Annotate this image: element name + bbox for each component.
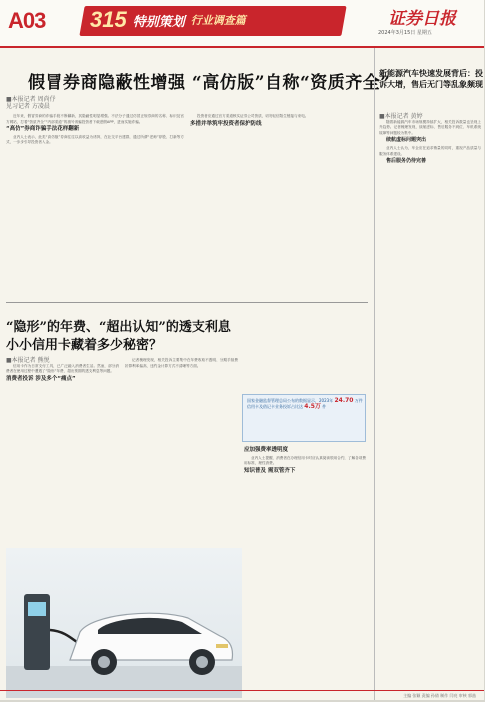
info-line-2-suffix: 件: [322, 404, 327, 409]
second-column: [244, 448, 366, 688]
info-line-1-value: 24.70: [334, 397, 354, 404]
right-headline: 新能源汽车快速发展背后：投诉大增，售后无门等乱象频现: [379, 68, 483, 89]
second-paragraph: 信用卡作为日常支付工具，已广泛融入消费者生活。然而，部分消费者在使用过程中遭遇了“隐形”年费、超出预期的透支利息等问题。: [6, 363, 119, 374]
data-infobox: [242, 394, 366, 442]
second-column: [6, 358, 119, 544]
ribbon-title: 特别策划: [132, 13, 185, 29]
second-paragraph: 业内人士提醒，消费者在办理信用卡时应认真阅读领用合约，了解各项费用标准，理性消费。: [244, 455, 366, 466]
lead-column: [190, 114, 368, 298]
paper-date: 2024年3月15日 星期五: [378, 30, 432, 36]
lead-paragraph: 业内人士表示，此类“高仿版”券商往往以高收益为诱饵，在社交平台建群，通过所谓“老师”荐股、打新等方式，一步步引导投资者入金。: [6, 134, 184, 145]
right-column: [374, 48, 485, 700]
lead-headline: 假冒券商隐蔽性增强 “高仿版”自称“资质齐全”: [28, 73, 391, 93]
right-kicker: ■本报记者 黄婷: [379, 113, 423, 120]
right-body: [379, 114, 481, 694]
lead-subhead: 多措并举筑牢投资者保护防线: [190, 120, 262, 127]
ribbon-subtitle: 行业调查篇: [190, 15, 246, 27]
right-paragraph: 业内人士认为，车企应在追求销量的同时，重视产品质量与服务体系建设。: [379, 145, 481, 156]
lead-kicker-2: 见习记者 方凌晨: [6, 103, 50, 110]
section-ribbon-text: [90, 8, 340, 32]
second-column: [125, 358, 238, 544]
right-paragraph: 随着新能源汽车市场规模持续扩大，相关投诉数量也呈现上升趋势。记者梳理发现，续航虚标、售后服务不到位、车机系统故障等问题较为集中。: [379, 119, 481, 135]
ribbon-number: 315: [90, 7, 127, 32]
ev-illustration: [6, 548, 242, 698]
lead-body: [6, 114, 368, 298]
second-paragraph: 记者梳理发现，相关投诉主要集中在年费收取不透明、分期手续费折算利率偏高、违约金计算方式不清晰等方面。: [125, 358, 238, 368]
page-footer: 主编 张颖 责编 孙倩 制作 闫亮 审核 郭喆: [0, 690, 484, 700]
second-kicker: ■本报记者 熊悦: [6, 357, 50, 364]
lead-byline: [6, 96, 86, 110]
lead-column: [6, 114, 184, 298]
info-line-2-value: 4.5万: [304, 403, 321, 410]
second-subhead: 应加强费率透明度: [244, 447, 289, 453]
second-headline-line2: 小小信用卡藏着多少秘密？: [6, 338, 163, 353]
info-line-2: [247, 404, 361, 410]
page-banner: [0, 0, 484, 48]
info-line-1-prefix: 国家金融监督管理总局公布的数据显示，2023年: [247, 398, 334, 403]
section-divider: [6, 302, 368, 303]
right-subhead: 售后服务仍待完善: [386, 158, 427, 165]
info-line-1-suffix: 万件: [354, 398, 363, 403]
second-subhead: 知识普及 需双管齐下: [244, 467, 296, 474]
paper-logo: 证券日报: [388, 9, 456, 29]
page-number: A03: [8, 8, 46, 33]
lead-paragraph: 投资者应通过官方渠道核实证券公司资质，切勿轻信陌生链接与来电。: [197, 114, 309, 118]
second-headline-line1: “隐形”的年费、“超出认知”的透支利息: [6, 320, 231, 335]
right-subhead: 续航虚标问题突出: [386, 137, 427, 144]
lead-kicker: ■本报记者 周尚伃: [6, 96, 56, 103]
main-area: [0, 48, 391, 700]
second-body-right: [244, 448, 366, 688]
lead-paragraph: 近年来，假冒券商的诈骗手段不断翻新，其隐蔽性明显增强。不法分子通过仿冒正规券商的名称、标识及官方网站，打着“资质齐全”“内部渠道”的旗号诱骗投资者下载虚假APP，进而实施诈骗。: [6, 114, 184, 124]
ev-car-icon: [6, 548, 242, 698]
right-text: [379, 114, 481, 694]
info-line-2-prefix: 信用卡及借记卡业务投诉占比达: [247, 404, 303, 409]
second-body-left: [6, 358, 238, 544]
lead-subhead: “高仿”券商诈骗手法花样翻新: [6, 126, 80, 133]
second-subhead: 消费者投诉 涉及多个“痛点”: [6, 375, 76, 382]
